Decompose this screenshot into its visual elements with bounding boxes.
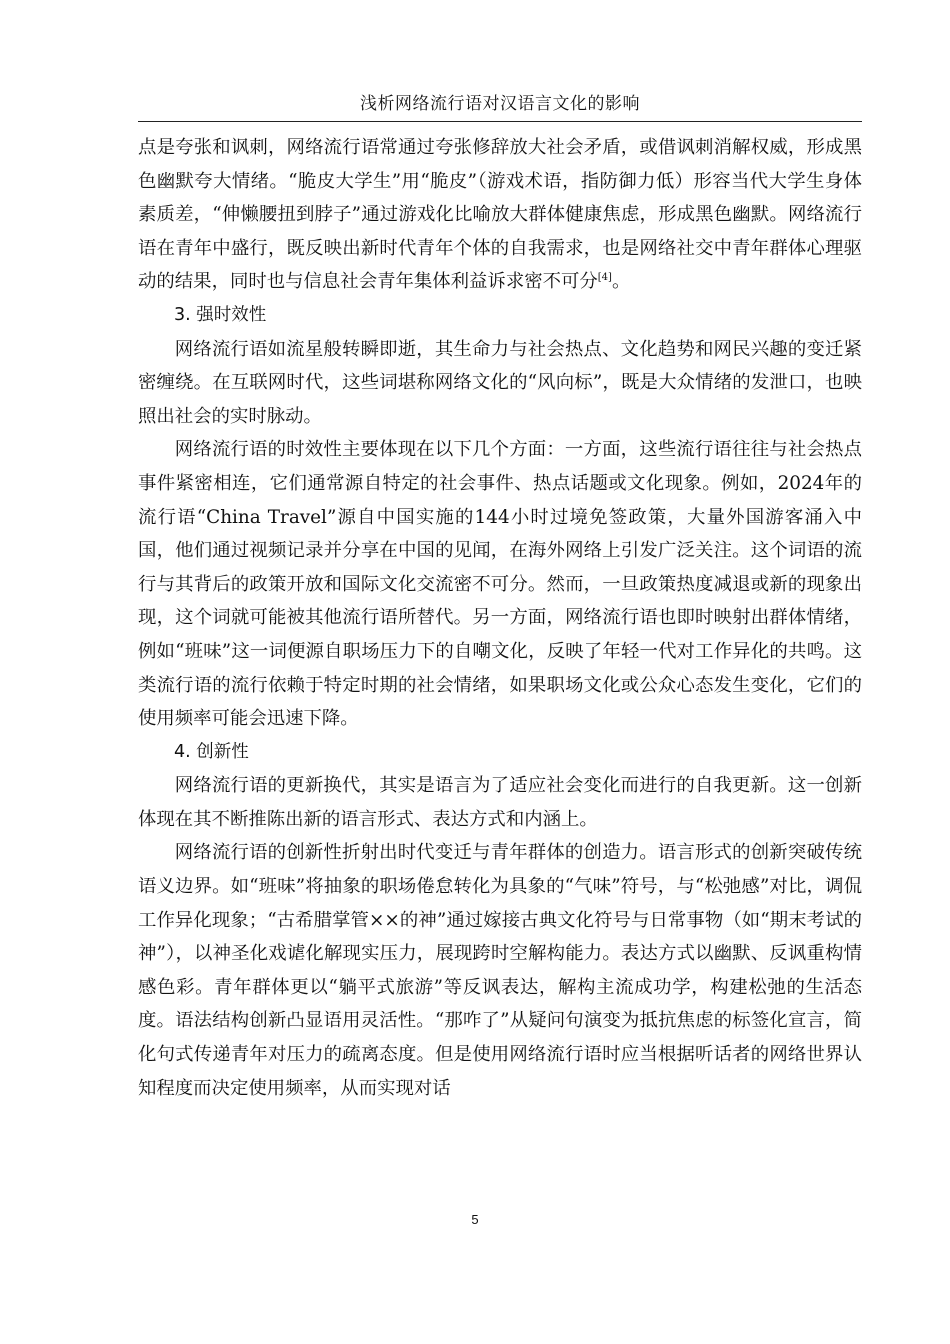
section-heading-3: 3. 强时效性 (174, 304, 267, 325)
paragraph-1-end: 。 (611, 271, 631, 293)
running-header: 浅析网络流行语对汉语言文化的影响 (360, 94, 640, 114)
header-rule (138, 121, 862, 122)
page-number: 5 (471, 1212, 479, 1227)
body-text (138, 131, 862, 1105)
paragraph-1 (138, 131, 862, 299)
paragraph-4: 网络流行语的更新换代，其实是语言为了适应社会变化而进行的自我更新。这一创新体现在其不断推陈出新的语言形式、表达方式和内涵上。 (138, 775, 862, 830)
paragraph-2: 网络流行语如流星般转瞬即逝，其生命力与社会热点、文化趋势和网民兴趣的变迁紧密缠绕。在互联网时代，这些词堪称网络文化的“风向标”，既是大众情绪的发泄口，也映照出社会的实时脉动。 (138, 338, 862, 427)
section-heading-4: 4. 创新性 (174, 741, 249, 762)
citation-ref: [4] (597, 272, 612, 284)
paragraph-1-text: 点是夸张和讽刺，网络流行语常通过夸张修辞放大社会矛盾，或借讽刺消解权威，形成黑色幽默夸大情绪。“脆皮大学生”用“脆皮”（游戏术语，指防御力低）形容当代大学生身体素质差，“伸懒腰扭到脖子”通过游戏化比喻放大群体健康焦虑，形成黑色幽默。网络流行语在青年中盛行，既反映出新时代青年个体的自我需求，也是网络社交中青年群体心理驱动的结果，同时也与信息社会青年集体利益诉求密不可分 (138, 137, 862, 293)
paragraph-5: 网络流行语的创新性折射出时代变迁与青年群体的创造力。语言形式的创新突破传统语义边界。如“班味”将抽象的职场倦怠转化为具象的“气味”符号，与“松弛感”对比，调侃工作异化现象；“古希腊掌管××的神”通过嫁接古典文化符号与日常事物（如“期末考试的神”），以神圣化戏谑化解现实压力，展现跨时空解构能力。表达方式以幽默、反讽重构情感色彩。青年群体更以“躺平式旅游”等反讽表达，解构主流成功学，构建松弛的生活态度。语法结构创新凸显语用灵活性。“那咋了”从疑问句演变为抵抗焦虑的标签化宣言，简化句式传递青年对压力的疏离态度。但是使用网络流行语时应当根据听话者的网络世界认知程度而决定使用频率，从而实现对话 (138, 842, 862, 1099)
paragraph-3: 网络流行语的时效性主要体现在以下几个方面：一方面，这些流行语往往与社会热点事件紧密相连，它们通常源自特定的社会事件、热点话题或文化现象。例如，2024年的流行语“China Travel”源自中国实施的144小时过境免签政策，大量外国游客涌入中国，他们通过视频记录并分享在中国的见闻，在海外网络上引发广泛关注。这个词语的流行与其背后的政策开放和国际文化交流密不可分。然而，一旦政策热度减退或新的现象出现，这个词就可能被其他流行语所替代。另一方面，网络流行语也即时映射出群体情绪，例如“班味”这一词便源自职场压力下的自嘲文化，反映了年轻一代对工作异化的共鸣。这类流行语的流行依赖于特定时期的社会情绪，如果职场文化或公众心态发生变化，它们的使用频率可能会迅速下降。 (138, 439, 862, 730)
